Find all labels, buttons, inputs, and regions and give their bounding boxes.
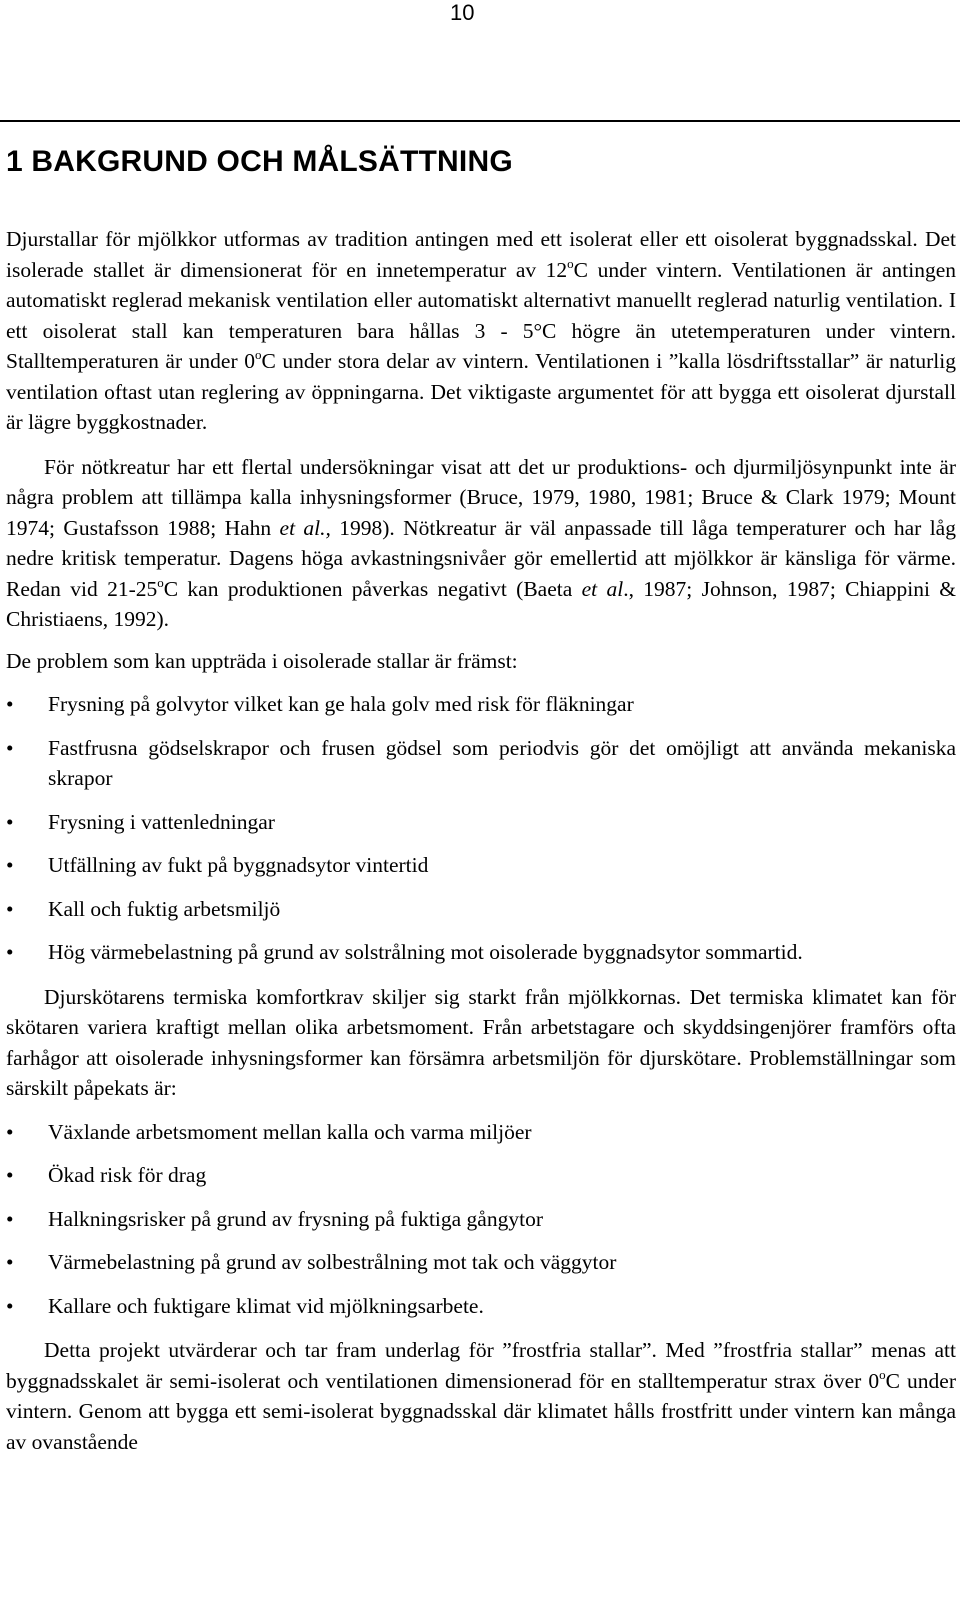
bullet-icon: • [6,1163,14,1187]
list-item: • Hög värmebelastning på grund av solstrålning mot oisolerade byggnadsytor sommartid. [6,937,956,968]
bullet-icon: • [6,896,14,921]
paragraph-1: Djurstallar för mjölkkor utformas av tradition antingen med ett isolerat eller ett oisolerat byggnadsskal. Det isolerade stallet är dimensionerat för en innetemperatur av 12$^o$C under vintern. Ventilationen är antingen automatiskt reglerad mekanisk ventilation eller automatiskt alternativt manuellt reglerad naturlig ventilation. I ett oisolerat stall kan temperaturen bara hållas 3 - 5°C högre än utetemperaturen under vintern. Stalltemperaturen är under 0$^o$C under stora delar av vintern. Ventilationen i ”kalla lösdriftsstallar” är naturlig ventilation oftast utan reglering av öppningarna. Det viktigaste argumentet för att bygga ett oisolerat djurstall är lägre byggkostnader. [6,227,956,434]
list-item: • Växlande arbetsmoment mellan kalla och varma miljöer [6,1117,956,1148]
list-item: • Frysning på golvytor vilket kan ge hala golv med risk för fläkningar [6,689,956,720]
concern-list [6,1117,956,1322]
list-item: • Fastfrusna gödselskrapor och frusen gödsel som periodvis gör det omöjligt att använda mekaniska skrapor [6,733,956,794]
paragraph-2: För nötkreatur har ett flertal undersökningar visat att det ur produktions- och djurmiljösynpunkt inte är några problem att tillämpa kalla inhysningsformer (Bruce, 1979, 1980, 1981; Bruce & Clark 1979; Mount 1974; Gustafsson 1988; Hahn et al., 1998). Nötkreatur är väl anpassade till låga temperaturer och har låg nedre kritisk temperatur. Dagens höga avkastningsnivåer gör emellertid att mjölkkor är känsliga för värme. Redan vid 21-25$^o$C kan produktionen påverkas negativt (Baeta et al., 1987; Johnson, 1987; Chiappini & Christiaens, 1992). [6,454,956,631]
list-item: • Kallare och fuktigare klimat vid mjölkningsarbete. [6,1291,956,1322]
body-text [6,224,956,1457]
section-heading: 1 BAKGRUND OCH MÅLSÄTTNING [6,145,513,178]
bullet-icon: • [6,1119,14,1144]
bullet-icon: • [6,1293,14,1318]
list-item: • Frysning i vattenledningar [6,807,956,838]
list-item: • Halkningsrisker på grund av frysning på fuktiga gångytor [6,1204,956,1235]
bullet-icon: • [6,809,14,834]
list-item: • Kall och fuktig arbetsmiljö [6,894,956,925]
list-item: • Värmebelastning på grund av solbestrålning mot tak och väggytor [6,1247,956,1278]
paragraph-5: Detta projekt utvärderar och tar fram underlag för ”frostfria stallar”. Med ”frostfria stallar” menas att byggnadsskalet är semi-isolerat och ventilationen dimensionerad för en stalltemperatur strax över 0$^o$C under vintern. Genom att bygga ett semi-isolerat byggnadsskal där klimatet hålls frostfritt under vintern kan många av ovanstående [6,1338,956,1454]
paragraph-4: Djurskötarens termiska komfortkrav skiljer sig starkt från mjölkkornas. Det termiska klimatet kan för skötaren variera kraftigt mellan olika arbetsmoment. Från arbetstagare och skyddsingenjörer framförs ofta farhågor att oisolerade inhysningsformer kan försämra arbetsmiljön för djurskötare. Problemställningar som särskilt påpekats är: [6,984,956,1100]
list-item: • Ökad risk för drag [6,1160,956,1191]
bullet-icon: • [6,940,14,964]
paragraph-3: De problem som kan uppträda i oisolerade stallar är främst: [6,648,518,673]
bullet-icon: • [6,1206,14,1231]
page-number: 10 [450,0,475,25]
bullet-icon: • [6,853,14,877]
header-rule [0,120,960,122]
problem-list [6,689,956,968]
bullet-icon: • [6,1250,14,1274]
bullet-icon: • [6,735,14,760]
list-item: • Utfällning av fukt på byggnadsytor vintertid [6,850,956,881]
bullet-icon: • [6,692,14,716]
